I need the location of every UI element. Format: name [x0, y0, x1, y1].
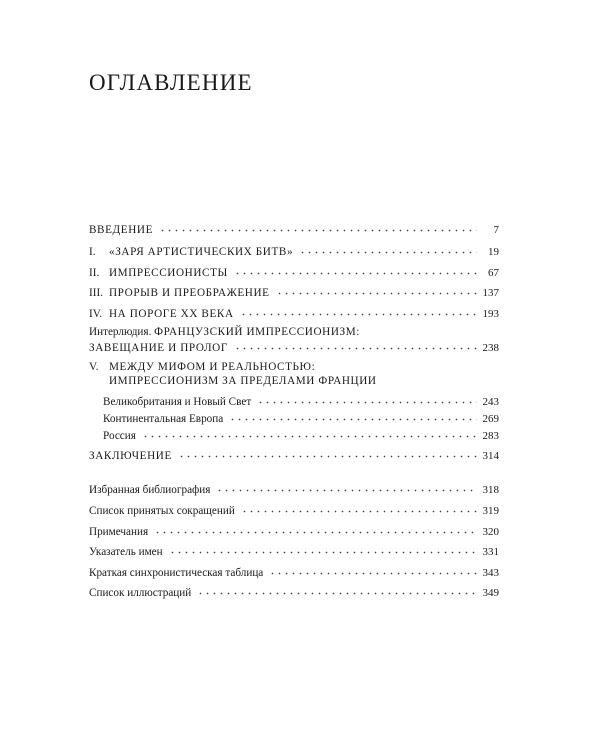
dot-leader	[234, 263, 477, 275]
chapter-number: IV.	[89, 308, 103, 320]
dot-leader	[241, 501, 477, 513]
chapter-number: I.	[89, 246, 96, 258]
toc-entry-label: Примечания	[89, 526, 149, 538]
toc-entry-chapter-1[interactable]	[89, 243, 499, 259]
toc-page-number: 269	[482, 413, 499, 425]
toc-entry-bibliography[interactable]	[89, 481, 499, 497]
toc-entry-label: Континентальная Европа	[103, 413, 224, 425]
toc-entry-chapter-2[interactable]	[89, 264, 499, 280]
toc-entry-label: Россия	[103, 430, 136, 442]
toc-entry-label: ИМПРЕССИОНИСТЫ	[109, 267, 228, 279]
page-title: ОГЛАВЛЕНИЕ	[89, 70, 253, 95]
toc-entry-notes[interactable]	[89, 523, 499, 539]
toc-page-number: 319	[482, 505, 499, 517]
toc-page-number: 320	[482, 526, 499, 538]
dot-leader	[169, 542, 477, 554]
toc-entry-label: Избранная библиография	[89, 484, 211, 496]
toc-entry-index[interactable]	[89, 543, 499, 559]
toc-page-number: 283	[482, 430, 499, 442]
toc-entry-label: Краткая синхронистическая таблица	[89, 567, 264, 579]
dot-leader	[299, 242, 477, 254]
toc-entry-illustrations[interactable]	[89, 584, 499, 600]
dot-leader	[257, 392, 477, 404]
toc-entry-label: Список принятых сокращений	[89, 505, 235, 517]
toc-page-number: 343	[482, 567, 499, 579]
toc-entry-chapter-4[interactable]	[89, 305, 499, 321]
toc-entry-interlude[interactable]	[89, 325, 499, 355]
toc-entry-label: ВВЕДЕНИЕ	[89, 224, 154, 236]
toc-entry-label: «ЗАРЯ АРТИСТИЧЕСКИХ БИТВ»	[109, 246, 294, 258]
toc-entry-label: ЗАКЛЮЧЕНИЕ	[89, 450, 172, 462]
toc-page-number: 349	[482, 587, 499, 599]
toc-entry-chapter-5[interactable]	[89, 360, 499, 388]
toc-entry-label: ФРАНЦУЗСКИЙ ИМПРЕССИОНИЗМ:	[154, 326, 360, 338]
dot-leader	[216, 480, 477, 492]
toc-entry-conclusion[interactable]	[89, 447, 499, 463]
toc-page-number: 7	[493, 224, 499, 236]
toc-page-number: 238	[482, 342, 499, 354]
toc-entry-label: ПРОРЫВ И ПРЕОБРАЖЕНИЕ	[109, 287, 270, 299]
dot-leader	[276, 283, 477, 295]
toc-entry-label-continued: ИМПРЕССИОНИЗМ ЗА ПРЕДЕЛАМИ ФРАНЦИИ	[109, 375, 377, 387]
toc-entry-label: НА ПОРОГЕ XX ВЕКА	[109, 308, 234, 320]
dot-leader	[154, 522, 477, 534]
toc-entry-label-continued: ЗАВЕЩАНИЕ И ПРОЛОГ	[89, 342, 228, 354]
dot-leader	[142, 426, 477, 438]
toc-page-number: 331	[482, 546, 499, 558]
toc-subentry-russia[interactable]	[103, 427, 499, 443]
toc-page-number: 67	[488, 267, 499, 279]
dot-leader	[269, 563, 477, 575]
toc-page-number: 243	[482, 396, 499, 408]
interlude-prefix: Интерлюдия.	[89, 326, 152, 338]
toc-entry-abbreviations[interactable]	[89, 502, 499, 518]
toc-entry-introduction[interactable]	[89, 221, 499, 237]
toc-subentry-britain[interactable]	[103, 393, 499, 409]
toc-entry-label: МЕЖДУ МИФОМ И РЕАЛЬНОСТЬЮ:	[109, 361, 316, 373]
dot-leader	[178, 446, 477, 458]
toc-page-number: 19	[488, 246, 499, 258]
dot-leader	[234, 338, 477, 350]
dot-leader	[197, 583, 477, 595]
chapter-number: II.	[89, 267, 100, 279]
toc-page-number: 318	[482, 484, 499, 496]
toc-subentry-europe[interactable]	[103, 410, 499, 426]
chapter-number: III.	[89, 287, 103, 299]
toc-entry-label: Список иллюстраций	[89, 587, 192, 599]
dot-leader	[159, 220, 477, 232]
dot-leader	[229, 409, 477, 421]
toc-page-number: 137	[482, 287, 499, 299]
toc-page-number: 193	[482, 308, 499, 320]
dot-leader	[240, 304, 477, 316]
toc-page-number: 314	[482, 450, 499, 462]
toc-entry-chronology[interactable]	[89, 564, 499, 580]
toc-entry-label: Указатель имен	[89, 546, 163, 558]
toc-entry-chapter-3[interactable]	[89, 284, 499, 300]
toc-entry-label: Великобритания и Новый Свет	[103, 396, 252, 408]
chapter-number: V.	[89, 361, 99, 373]
